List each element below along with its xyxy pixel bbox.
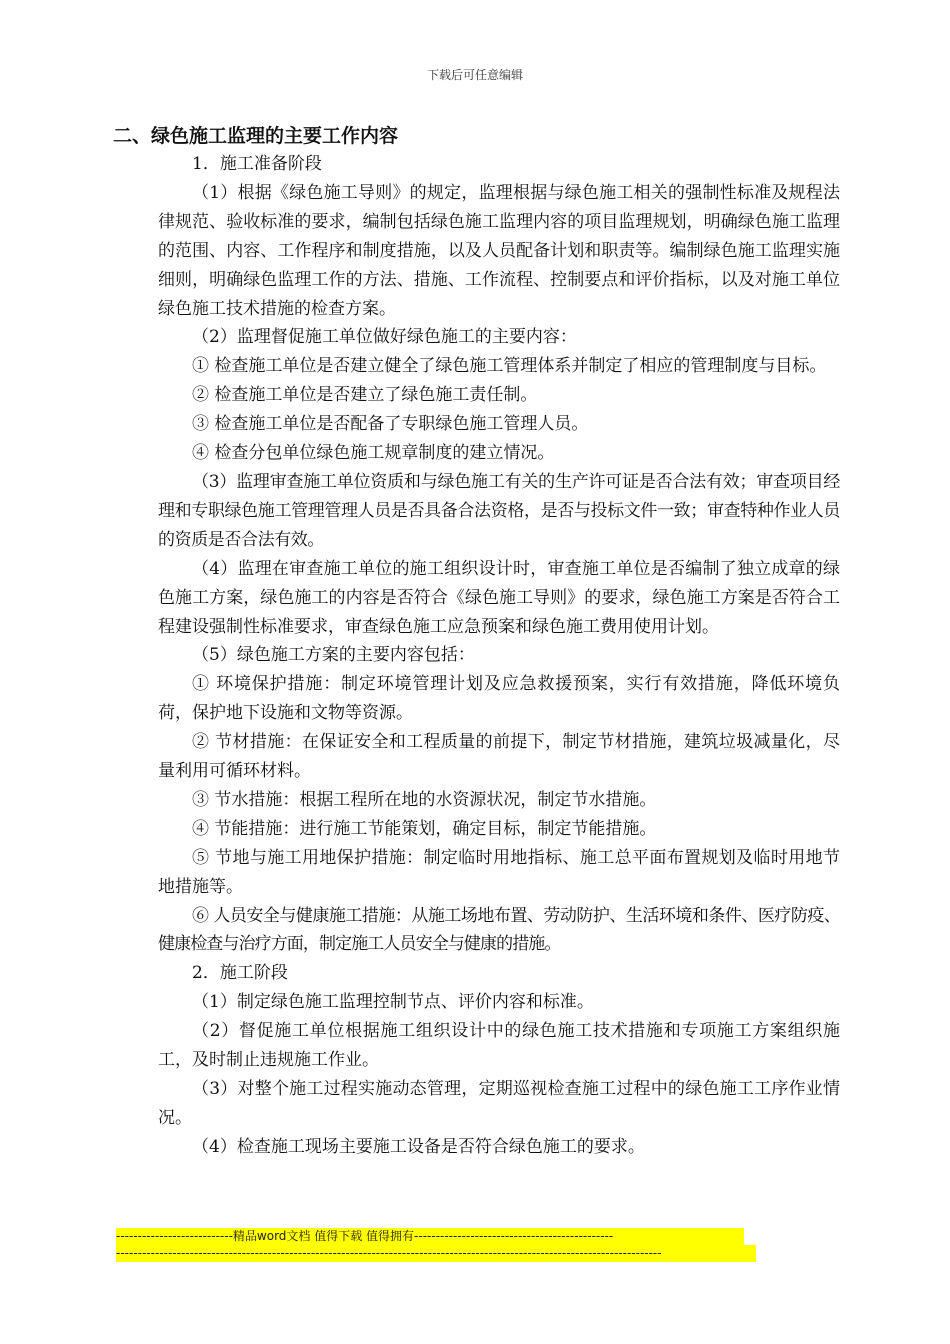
paragraph-21: （4）检查施工现场主要施工设备是否符合绿色施工的要求。 bbox=[192, 1136, 645, 1157]
paragraph-3: （2）监理督促施工单位做好绿色施工的主要内容： bbox=[192, 327, 577, 348]
section-heading: 二、绿色施工监理的主要工作内容 bbox=[113, 125, 399, 147]
paragraph-6: ③ 检查施工单位是否配备了专职绿色施工管理人员。 bbox=[192, 414, 589, 435]
paragraph-4: ① 检查施工单位是否建立健全了绿色施工管理体系并制定了相应的管理制度与目标。 bbox=[192, 356, 827, 377]
paragraph-7: ④ 检查分包单位绿色施工规章制度的建立情况。 bbox=[192, 443, 555, 464]
paragraph-10: （5）绿色施工方案的主要内容包括： bbox=[192, 645, 475, 666]
paragraph-16: ⑥ 人员安全与健康施工措施：从施工场地布置、劳动防护、生活环境和条件、医疗防疫、健康检查与治疗方面，制定施工人员安全与健康的措施。 bbox=[158, 905, 840, 955]
paragraph-15: ⑤ 节地与施工用地保护措施：制定临时用地指标、施工总平面布置规划及临时用地节地措施等。 bbox=[158, 847, 840, 897]
paragraph-13: ③ 节水措施：根据工程所在地的水资源状况，制定节水措施。 bbox=[192, 789, 657, 810]
paragraph-5: ② 检查施工单位是否建立了绿色施工责任制。 bbox=[192, 385, 538, 406]
paragraph-14: ④ 节能措施：进行施工节能策划，确定目标，制定节能措施。 bbox=[192, 818, 657, 839]
paragraph-1: 1．施工准备阶段 bbox=[192, 154, 322, 174]
paragraph-17: 2．施工阶段 bbox=[192, 963, 288, 984]
paragraph-20: （3）对整个施工过程实施动态管理，定期巡视检查施工过程中的绿色施工工序作业情况。 bbox=[158, 1079, 840, 1128]
page-footer bbox=[116, 1228, 756, 1262]
footer-banner-line: ---------------------------精品word文档 值得下载 值得拥有---------------------------------------------- bbox=[116, 1228, 744, 1245]
paragraph-2: （1）根据《绿色施工导则》的规定，监理根据与绿色施工相关的强制性标准及规程法律规范、验收标准的要求，编制包括绿色施工监理内容的项目监理规划，明确绿色施工监理的范围、内容、工作程序和制度措施，以及人员配备计划和职责等。编制绿色施工监理实施细则，明确绿色监理工作的方法、措施、工作流程、控制要点和评价指标，以及对施工单位绿色施工技术措施的检查方案。 bbox=[158, 182, 840, 319]
paragraph-18: （1）制定绿色施工监理控制节点、评价内容和标准。 bbox=[192, 992, 594, 1013]
paragraph-8: （3）监理审查施工单位资质和与绿色施工有关的生产许可证是否合法有效；审查项目经理和专职绿色施工管理管理人员是否具备合法资格，是否与投标文件一致；审查特种作业人员的资质是否合法有效。 bbox=[158, 471, 840, 550]
page-header: 下载后可任意编辑 bbox=[426, 68, 523, 82]
paragraph-9: （4）监理在审查施工单位的施工组织设计时，审查施工单位是否编制了独立成章的绿色施工方案，绿色施工的内容是否符合《绿色施工导则》的要求，绿色施工方案是否符合工程建设强制性标准要求，审查绿色施工应急预案和绿色施工费用使用计划。 bbox=[158, 558, 840, 637]
paragraph-19: （2）督促施工单位根据施工组织设计中的绿色施工技术措施和专项施工方案组织施工，及时制止违规施工作业。 bbox=[158, 1021, 840, 1071]
footer-dash-line: ------------------------------------------------------------------------------------------------------------------------------ bbox=[116, 1245, 756, 1262]
document-body bbox=[113, 122, 840, 1162]
paragraph-11: ① 环境保护措施：制定环境管理计划及应急救援预案，实行有效措施，降低环境负荷，保护地下设施和文物等资源。 bbox=[158, 674, 840, 724]
paragraph-12: ② 节材措施：在保证安全和工程质量的前提下，制定节材措施，建筑垃圾减量化，尽量利用可循环材料。 bbox=[158, 732, 840, 782]
